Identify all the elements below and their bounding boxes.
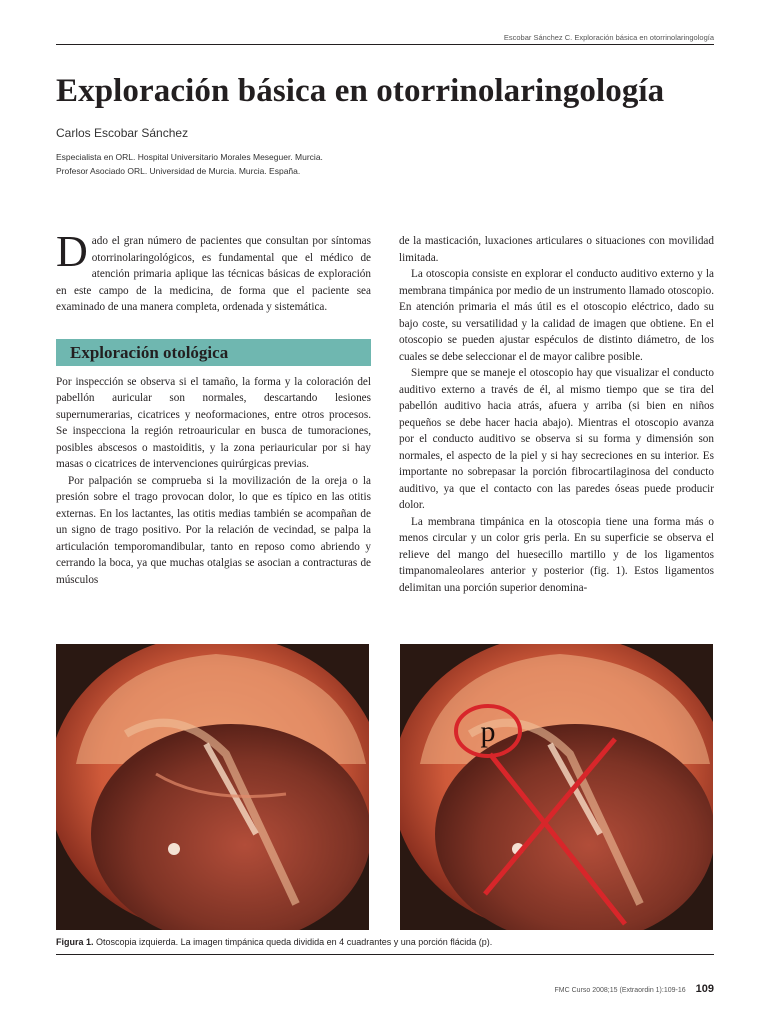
affiliation-line: Profesor Asociado ORL. Universidad de Murcia. Murcia. España. — [56, 166, 301, 176]
running-head: Escobar Sánchez C. Exploración básica en otorrinolaringología — [503, 33, 714, 42]
body-paragraph: La membrana timpánica en la otoscopia tiene una forma más o menos circular y un color gris perla. En su superficie se observa el relieve del mango del huesecillo martillo y de los ligamentos timpanomaleolares anterior y posterior (fig. 1). Estos ligamentos delimitan una porción superior denomina- — [399, 515, 714, 594]
figure-caption — [56, 937, 713, 947]
page-footer — [555, 983, 714, 995]
annotation-label-p: p — [480, 715, 496, 748]
body-paragraph: La otoscopia consiste en explorar el conducto auditivo externo y la membrana timpánica por medio de un instrumento llamado otoscopio. En atención primaria el más útil es el otoscopio eléctrico, dado su bajo coste, su versatilidad y la calidad de imagen que obtiene. En el otoscopio se pueden ajustar espéculos de distinto diámetro, de los cuales se debe seleccionar el de mayor calibre posible. — [399, 268, 714, 363]
footer-rule — [56, 954, 714, 955]
figure-1 — [56, 644, 713, 932]
author-name: Carlos Escobar Sánchez — [56, 126, 189, 140]
intro-text: ado el gran número de pacientes que consultan por síntomas otorrinolaringológicos, es fundamental que el médico de atención primaria aplique las técnicas básicas de exploración en este campo de la medicina, de forma que el paciente sea examinado de una manera completa, ordenada y sistemática. — [56, 235, 371, 313]
header-rule — [56, 44, 714, 45]
figure-label: Figura 1. — [56, 937, 94, 947]
body-paragraph: Por inspección se observa si el tamaño, la forma y la coloración del pabellón auricular son normales, descartando lesiones supernumerarias, cicatrices y neoformaciones, entre otros procesos. Se inspecciona la región retroauricular en busca de tumoraciones, posibles abscesos o mastoiditis, y la zona periauricular por si hay masas o cicatrices de intervenciones quirúrgicas previas. — [56, 375, 371, 470]
section-heading: Exploración otológica — [56, 339, 371, 366]
body-paragraph: de la masticación, luxaciones articulares o situaciones con movilidad limitada. — [399, 235, 714, 264]
left-column — [56, 227, 371, 588]
drop-cap: D — [56, 227, 88, 276]
affiliation-line: Especialista en ORL. Hospital Universitario Morales Meseguer. Murcia. — [56, 152, 323, 162]
otoscopy-image-plain — [56, 644, 369, 930]
page-number: 109 — [695, 983, 714, 995]
otoscopy-image-annotated — [400, 644, 713, 930]
body-paragraph: Siempre que se maneje el otoscopio hay que visualizar el conducto auditivo externo a través de él, al mismo tiempo que se tira del pabellón auditivo hacia atrás, afuera y arriba (si bien en niños pequeños se debe hacer hacia abajo). Mientras el otoscopio avanza por el conducto auditivo se observa si su forma y dimensión son normales, el aspecto de la piel y si hay secreciones en su interior. Es importante no sobrepasar la porción fibrocartilaginosa del conducto auditivo, ya que el contacto con las paredes óseas puede producir dolor. — [399, 367, 714, 511]
author-affiliation — [56, 150, 323, 178]
intro-paragraph — [56, 227, 371, 316]
journal-citation: FMC Curso 2008;15 (Extraordin 1):109-16 — [554, 987, 686, 994]
right-column — [399, 233, 714, 596]
article-title: Exploración básica en otorrinolaringología — [56, 73, 665, 109]
figure-caption-text: Otoscopia izquierda. La imagen timpánica queda dividida en 4 cuadrantes y una porción flácida (p). — [96, 937, 493, 947]
body-paragraph: Por palpación se comprueba si la movilización de la oreja o la presión sobre el trago provocan dolor, lo que es típico en las otitis externas. En los lactantes, las otitis medias también se acompañan de un signo de trago positivo. Por la relación de vecindad, se palpa la articulación temporomandibular, tanto en reposo como abriendo y cerrando la boca, ya que muchas otalgias se asocian a contracturas de músculos — [56, 474, 371, 586]
